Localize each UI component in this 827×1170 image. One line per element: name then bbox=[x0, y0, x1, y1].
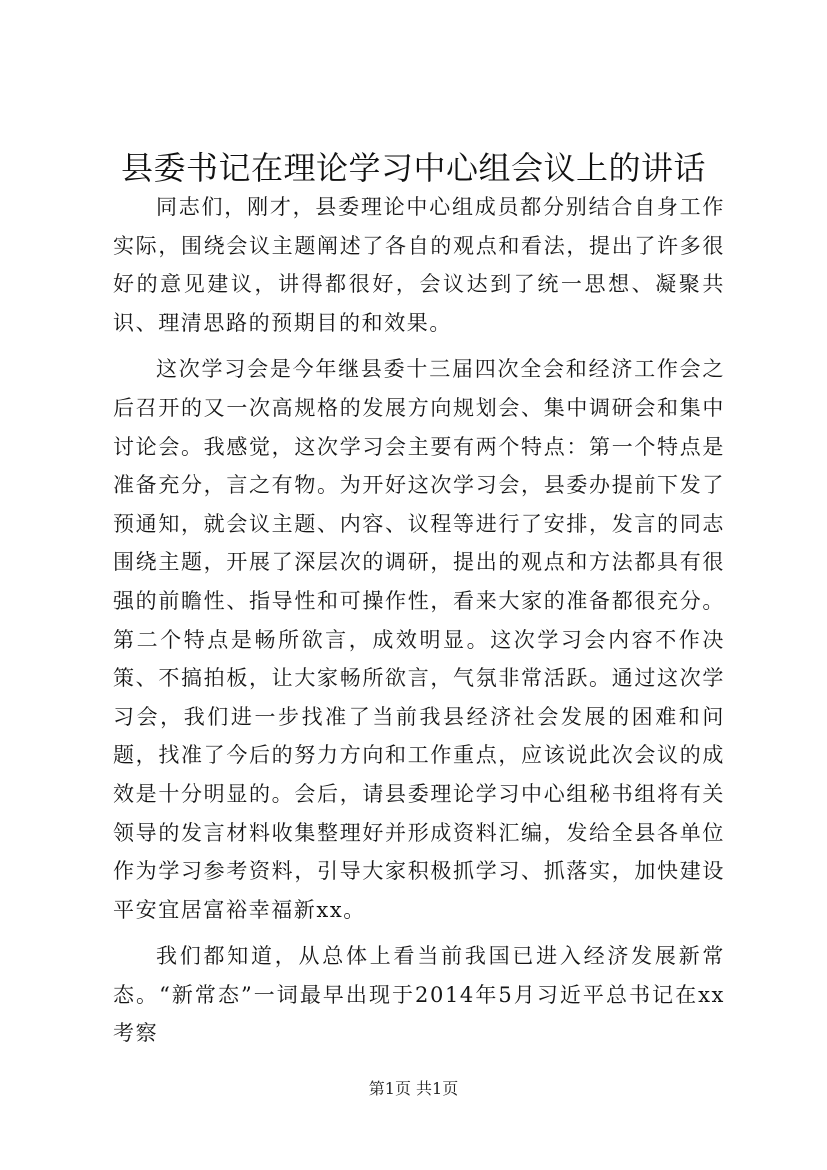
paragraph-3: 我们都知道，从总体上看当前我国已进入经济发展新常态。“新常态”一词最早出现于2014年5月习近平总书记在xx考察 bbox=[113, 944, 725, 1046]
page-number-footer: 第1页 共1页 bbox=[368, 1079, 459, 1098]
document-title: 县委书记在理论学习中心组会议上的讲话 bbox=[120, 149, 706, 187]
paragraph-2: 这次学习会是今年继县委十三届四次全会和经济工作会之后召开的又一次高规格的发展方向规划会、集中调研会和集中讨论会。我感觉，这次学习会主要有两个特点：第一个特点是准备充分，言之有物。为开好这次学习会，县委办提前下发了预通知，就会议主题、内容、议程等进行了安排，发言的同志围绕主题，开展了深层次的调研，提出的观点和方法都具有很强的前瞻性、指导性和可操作性，看来大家的准备都很充分。第二个特点是畅所欲言，成效明显。这次学习会内容不作决策、不搞拍板，让大家畅所欲言，气氛非常活跃。通过这次学习会，我们进一步找准了当前我县经济社会发展的困难和问题，找准了今后的努力方向和工作重点，应该说此次会议的成效是十分明显的。会后，请县委理论学习中心组秘书组将有关领导的发言材料收集整理好并形成资料汇编，发给全县各单位作为学习参考资料，引导大家积极抓学习、抓落实，加快建设平安宜居富裕幸福新xx。 bbox=[113, 357, 725, 922]
paragraph-1: 同志们，刚才，县委理论中心组成员都分别结合自身工作实际，围绕会议主题阐述了各自的观点和看法，提出了许多很好的意见建议，讲得都很好，会议达到了统一思想、凝聚共识、理清思路的预期目的和效果。 bbox=[113, 195, 725, 335]
document-body bbox=[113, 188, 725, 1061]
